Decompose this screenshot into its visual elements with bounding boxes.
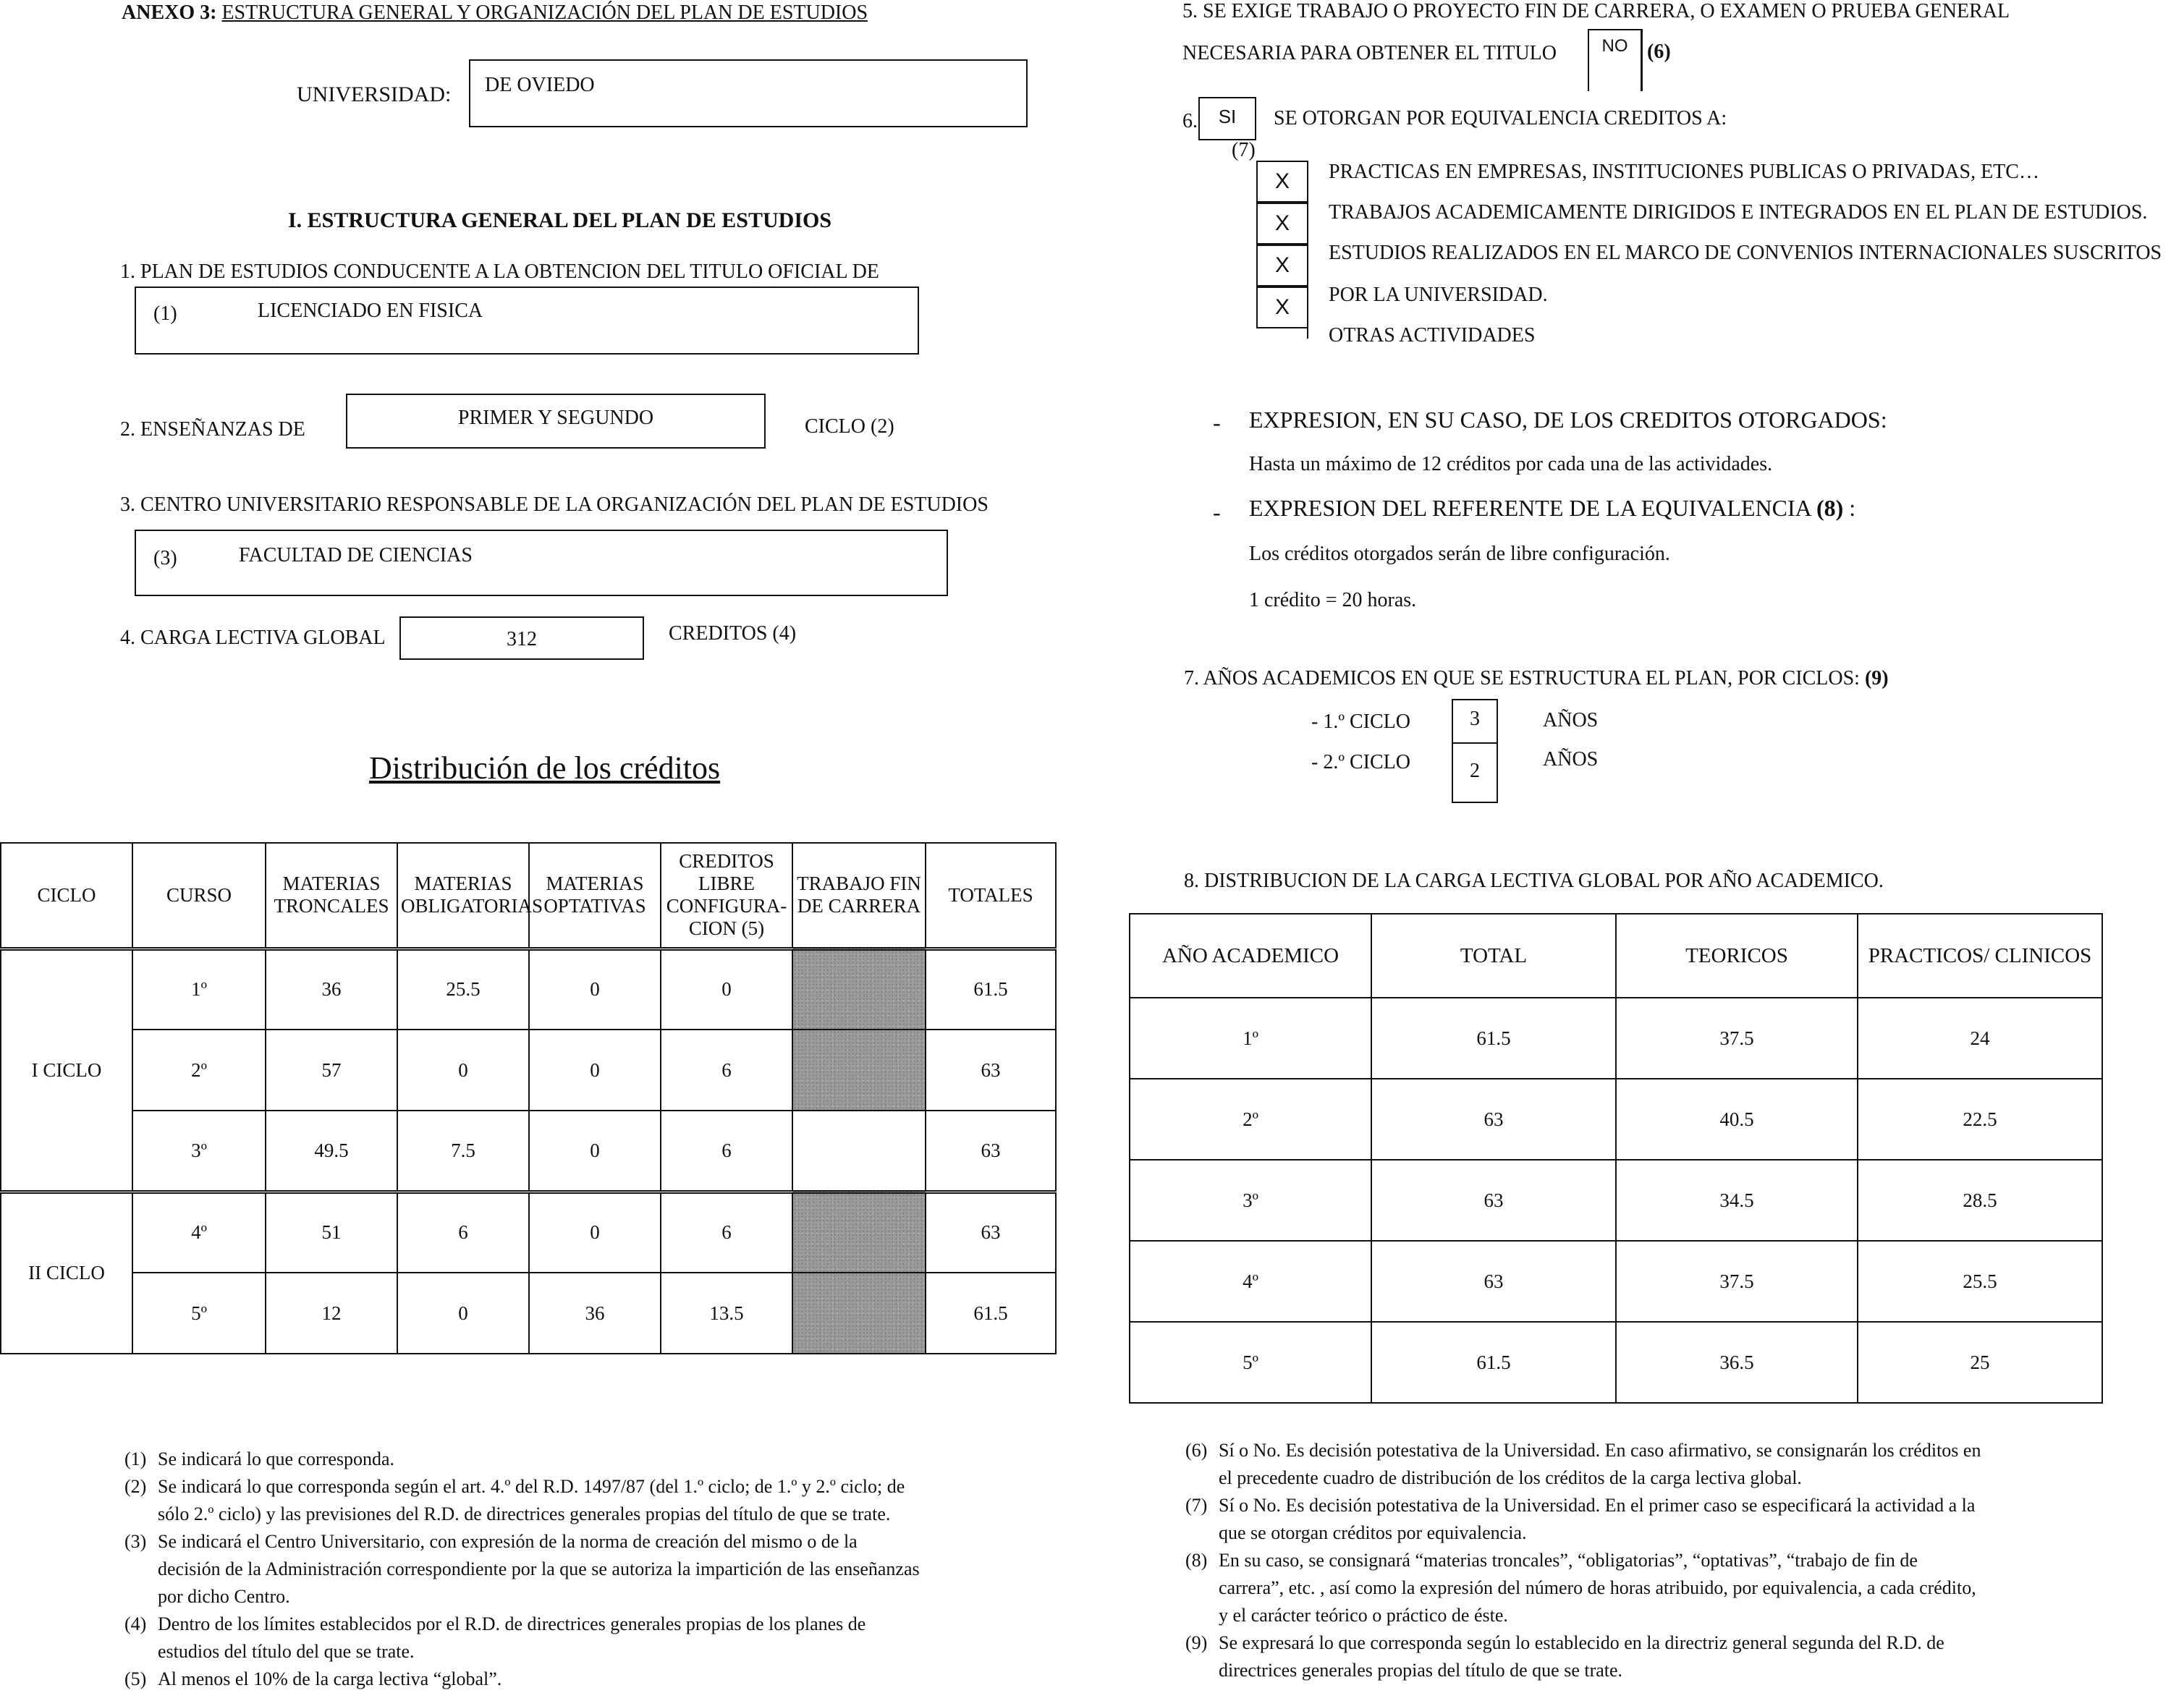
year-cell: 2º <box>1130 1079 1371 1160</box>
optativas-cell: 36 <box>529 1273 661 1354</box>
trabajo-fin-carrera-cell <box>792 1111 926 1192</box>
practicos-cell: 24 <box>1858 998 2102 1079</box>
footnote <box>124 1473 920 1501</box>
trabajo-fin-carrera-cell <box>792 949 926 1030</box>
q1-value: LICENCIADO EN FISICA <box>258 300 483 322</box>
footnote-text: Dentro de los límites establecidos por el R.D. de directrices generales propias de los planes de <box>158 1613 866 1634</box>
expr1-title: EXPRESION, EN SU CASO, DE LOS CREDITOS OTORGADOS: <box>1249 407 1887 433</box>
expr2-title: EXPRESION DEL REFERENTE DE LA EQUIVALENCIA <box>1249 495 1811 521</box>
practicos-cell: 25.5 <box>1858 1241 2102 1322</box>
header-total: TOTAL <box>1371 914 1616 998</box>
q6-answer-box <box>1198 97 1256 140</box>
header-trabajo-fin-carrera: TRABAJO FIN DE CARRERA <box>792 843 926 949</box>
totales-cell: 63 <box>926 1030 1056 1111</box>
footnote-text: Sí o No. Es decisión potestativa de la Universidad. En caso afirmativo, se consignarán los créditos en <box>1219 1440 1981 1461</box>
footnote-number: (1) <box>124 1448 147 1469</box>
q6-value: SI <box>1218 106 1237 127</box>
activity-5-label: OTRAS ACTIVIDADES <box>1329 324 1536 347</box>
obligatorias-cell: 0 <box>397 1030 529 1111</box>
libre-cell: 13.5 <box>661 1273 792 1354</box>
footnote-text: Sí o No. Es decisión potestativa de la Universidad. En el primer caso se especificará la actividad a la <box>1219 1495 1976 1516</box>
footnote <box>1185 1492 1981 1519</box>
footnote-continuation: por dicho Centro. <box>158 1586 290 1607</box>
credits-distribution-table <box>0 842 1057 1354</box>
table-row <box>1 1030 1056 1111</box>
ciclo-1-cell: I CICLO <box>1 949 132 1192</box>
q5-line2: NECESARIA PARA OBTENER EL TITULO <box>1182 42 1557 64</box>
header-curso: CURSO <box>132 843 266 949</box>
footnote <box>124 1611 920 1638</box>
q6-ref: (7) <box>1232 139 1256 161</box>
year-cell: 5º <box>1130 1322 1371 1403</box>
footnote <box>1185 1547 1981 1574</box>
optativas-cell: 0 <box>529 1192 661 1273</box>
expr2-colon: : <box>1849 495 1856 521</box>
header-optativas: MATERIAS OPTATIVAS <box>529 843 661 949</box>
footnote-number: (8) <box>1185 1550 1208 1571</box>
footnote-number: (7) <box>1185 1495 1208 1516</box>
activity-3-checkbox[interactable]: X <box>1256 245 1308 287</box>
q8-label: 8. DISTRIBUCION DE LA CARGA LECTIVA GLOBAL POR AÑO ACADEMICO. <box>1184 870 1884 892</box>
table-row <box>1130 1322 2102 1403</box>
activity-4-label: POR LA UNIVERSIDAD. <box>1329 284 1548 306</box>
footnote-continuation: el precedente cuadro de distribución de los créditos de la carga lectiva global. <box>1219 1467 1802 1488</box>
footnote-number: (4) <box>124 1613 147 1634</box>
footnote-continuation: carrera”, etc. , así como la expresión del número de horas atribuido, por equivalencia, a cada crédito, <box>1219 1577 1976 1598</box>
q4-suffix: CREDITOS (4) <box>669 622 797 645</box>
obligatorias-cell: 6 <box>397 1192 529 1273</box>
q2-label: 2. ENSEÑANZAS DE <box>120 418 305 441</box>
total-cell: 63 <box>1371 1160 1616 1241</box>
libre-cell: 6 <box>661 1192 792 1273</box>
ciclo2-label: - 2.º CICLO <box>1311 751 1411 773</box>
teoricos-cell: 36.5 <box>1616 1322 1858 1403</box>
footnote-number: (6) <box>1185 1440 1208 1461</box>
expr2-ref: (8) <box>1816 495 1844 521</box>
table-row <box>1 1192 1056 1273</box>
footnote-text: Se indicará lo que corresponda según el art. 4.º del R.D. 1497/87 (del 1.º ciclo; de 1.º y 2.º ciclo; de <box>158 1476 905 1497</box>
footnote <box>1185 1629 1981 1657</box>
troncales-cell: 49.5 <box>266 1111 397 1192</box>
activity-1-checkbox[interactable]: X <box>1256 161 1308 203</box>
footnote-text: Se indicará el Centro Universitario, con expresión de la norma de creación del mismo o de la <box>158 1531 858 1552</box>
activity-4-checkbox[interactable]: X <box>1256 287 1308 328</box>
footnote <box>1185 1437 1981 1464</box>
optativas-cell: 0 <box>529 949 661 1030</box>
ciclo2-years-value: 2 <box>1470 760 1480 782</box>
q1-field <box>135 287 919 355</box>
optativas-cell: 0 <box>529 1111 661 1192</box>
q2-field <box>346 394 766 449</box>
q5-ref: (6) <box>1647 41 1671 63</box>
curso-cell: 3º <box>132 1111 266 1192</box>
trabajo-fin-carrera-cell <box>792 1030 926 1111</box>
footnote-continuation: estudios del título del que se trate. <box>158 1641 415 1662</box>
header-practicos: PRACTICOS/ CLINICOS <box>1858 914 2102 998</box>
troncales-cell: 12 <box>266 1273 397 1354</box>
footnote-number: (9) <box>1185 1632 1208 1653</box>
q4-value: 312 <box>507 628 537 650</box>
libre-cell: 6 <box>661 1030 792 1111</box>
section-title: I. ESTRUCTURA GENERAL DEL PLAN DE ESTUDIOS <box>288 208 832 232</box>
q5-value: NO <box>1601 36 1628 56</box>
table-row <box>1 1273 1056 1354</box>
table-row <box>1130 1079 2102 1160</box>
table-row <box>1 949 1056 1030</box>
obligatorias-cell: 0 <box>397 1273 529 1354</box>
libre-cell: 6 <box>661 1111 792 1192</box>
footnote-text: En su caso, se consignará “materias troncales”, “obligatorias”, “optativas”, “trabajo de fin de <box>1219 1550 1918 1571</box>
q3-ref: (3) <box>153 547 177 569</box>
q3-field <box>135 530 948 596</box>
footnote <box>124 1666 920 1693</box>
header-ano-academico: AÑO ACADEMICO <box>1130 914 1371 998</box>
obligatorias-cell: 7.5 <box>397 1111 529 1192</box>
header-obligatorias: MATERIAS OBLIGATORIAS <box>397 843 529 949</box>
footnote-continuation: directrices generales propias del título de que se trate. <box>1219 1660 1623 1681</box>
obligatorias-cell: 25.5 <box>397 949 529 1030</box>
table-row <box>1130 998 2102 1079</box>
totales-cell: 61.5 <box>926 1273 1056 1354</box>
ciclo-2-cell: II CICLO <box>1 1192 132 1354</box>
ciclo2-years-word: AÑOS <box>1543 748 1599 771</box>
ciclo1-years-box <box>1452 699 1498 742</box>
header-teoricos: TEORICOS <box>1616 914 1858 998</box>
q2-suffix: CICLO (2) <box>805 415 894 438</box>
troncales-cell: 57 <box>266 1030 397 1111</box>
q7-ref: (9) <box>1864 667 1889 689</box>
table-row <box>1130 1241 2102 1322</box>
ciclo2-years-box <box>1452 742 1498 803</box>
practicos-cell: 22.5 <box>1858 1079 2102 1160</box>
optativas-cell: 0 <box>529 1030 661 1111</box>
footnote-continuation: y el carácter teórico o práctico de éste. <box>1219 1605 1508 1626</box>
teoricos-cell: 37.5 <box>1616 998 1858 1079</box>
trabajo-fin-carrera-cell <box>792 1192 926 1273</box>
header-totales: TOTALES <box>926 843 1056 949</box>
totales-cell: 61.5 <box>926 949 1056 1030</box>
year-cell: 1º <box>1130 998 1371 1079</box>
annex-title: ESTRUCTURA GENERAL Y ORGANIZACIÓN DEL PLAN DE ESTUDIOS <box>221 1 868 24</box>
troncales-cell: 51 <box>266 1192 397 1273</box>
ciclo1-years-word: AÑOS <box>1543 709 1599 731</box>
total-cell: 61.5 <box>1371 1322 1616 1403</box>
total-cell: 63 <box>1371 1079 1616 1160</box>
libre-cell: 0 <box>661 949 792 1030</box>
expr2-text1: Los créditos otorgados serán de libre configuración. <box>1249 543 1670 565</box>
expr2-dash: - <box>1213 499 1221 525</box>
q3-value: FACULTAD DE CIENCIAS <box>239 544 473 567</box>
practicos-cell: 25 <box>1858 1322 2102 1403</box>
university-field <box>469 59 1028 127</box>
header-libre-configuracion: CREDITOS LIBRE CONFIGURA-CION (5) <box>661 843 792 949</box>
q6-label: SE OTORGAN POR EQUIVALENCIA CREDITOS A: <box>1274 107 1727 130</box>
year-cell: 3º <box>1130 1160 1371 1241</box>
annex-heading <box>122 1 868 25</box>
q5-line1: 5. SE EXIGE TRABAJO O PROYECTO FIN DE CARRERA, O EXAMEN O PRUEBA GENERAL <box>1182 0 2010 22</box>
table-row <box>1 1111 1056 1192</box>
curso-cell: 5º <box>132 1273 266 1354</box>
ciclo1-years-value: 3 <box>1470 708 1480 730</box>
q4-label: 4. CARGA LECTIVA GLOBAL <box>120 627 386 649</box>
curso-cell: 2º <box>132 1030 266 1111</box>
q1-label: 1. PLAN DE ESTUDIOS CONDUCENTE A LA OBTENCION DEL TITULO OFICIAL DE <box>120 260 879 283</box>
footnote-number: (5) <box>124 1668 147 1689</box>
q1-ref: (1) <box>153 302 177 325</box>
expr2-title-line <box>1249 495 1855 522</box>
footnote-continuation: sólo 2.º ciclo) y las previsiones del R.D. de directrices generales propias del título de que se trate. <box>158 1503 891 1524</box>
footnote-text: Se indicará lo que corresponda. <box>158 1448 395 1469</box>
q7-label: 7. AÑOS ACADEMICOS EN QUE SE ESTRUCTURA EL PLAN, POR CICLOS: <box>1184 667 1860 689</box>
distribution-title: Distribución de los créditos <box>369 750 721 786</box>
university-label: UNIVERSIDAD: <box>297 82 452 106</box>
activity-3-label: ESTUDIOS REALIZADOS EN EL MARCO DE CONVENIOS INTERNACIONALES SUSCRITOS <box>1329 242 2162 264</box>
footnote-number: (3) <box>124 1531 147 1552</box>
footnote-number: (2) <box>124 1476 147 1497</box>
curso-cell: 1º <box>132 949 266 1030</box>
teoricos-cell: 34.5 <box>1616 1160 1858 1241</box>
totales-cell: 63 <box>926 1192 1056 1273</box>
footnote-continuation: que se otorgan créditos por equivalencia. <box>1219 1522 1527 1543</box>
header-ciclo: CICLO <box>1 843 132 949</box>
curso-cell: 4º <box>132 1192 266 1273</box>
annex-prefix: ANEXO 3: <box>122 1 217 24</box>
q4-field <box>399 616 644 660</box>
left-footnotes <box>124 1446 920 1693</box>
total-cell: 63 <box>1371 1241 1616 1322</box>
q7-label-line <box>1184 667 1889 690</box>
q3-label: 3. CENTRO UNIVERSITARIO RESPONSABLE DE LA ORGANIZACIÓN DEL PLAN DE ESTUDIOS <box>120 493 989 516</box>
right-footnotes <box>1185 1437 1981 1684</box>
table-row <box>1130 1160 2102 1241</box>
practicos-cell: 28.5 <box>1858 1160 2102 1241</box>
q6-number: 6. <box>1182 110 1198 132</box>
footnote <box>124 1446 920 1473</box>
footnote-text: Se expresará lo que corresponda según lo establecido en la directriz general segunda del R.D. de <box>1219 1632 1944 1653</box>
expr1-dash: - <box>1213 410 1221 436</box>
footnote <box>124 1528 920 1556</box>
footnote-continuation: decisión de la Administración correspondiente por la que se autoriza la impartición de las enseñanzas <box>158 1558 920 1579</box>
activity-2-checkbox[interactable]: X <box>1256 203 1308 245</box>
header-troncales: MATERIAS TRONCALES <box>266 843 397 949</box>
university-value: DE OVIEDO <box>485 74 595 96</box>
teoricos-cell: 40.5 <box>1616 1079 1858 1160</box>
total-cell: 61.5 <box>1371 998 1616 1079</box>
table-header-row <box>1130 914 2102 998</box>
activity-1-label: PRACTICAS EN EMPRESAS, INSTITUCIONES PUBLICAS O PRIVADAS, ETC… <box>1329 161 2039 183</box>
totales-cell: 63 <box>926 1111 1056 1192</box>
teoricos-cell: 37.5 <box>1616 1241 1858 1322</box>
academic-year-table <box>1129 913 2103 1404</box>
year-cell: 4º <box>1130 1241 1371 1322</box>
expr2-text2: 1 crédito = 20 horas. <box>1249 589 1417 611</box>
activity-2-label: TRABAJOS ACADEMICAMENTE DIRIGIDOS E INTEGRADOS EN EL PLAN DE ESTUDIOS. <box>1329 201 2148 224</box>
trabajo-fin-carrera-cell <box>792 1273 926 1354</box>
ciclo1-label: - 1.º CICLO <box>1311 710 1411 733</box>
expr1-text: Hasta un máximo de 12 créditos por cada una de las actividades. <box>1249 453 1773 475</box>
q5-answer-box <box>1588 29 1643 91</box>
q2-value: PRIMER Y SEGUNDO <box>457 407 654 429</box>
footnote-text: Al menos el 10% de la carga lectiva “global”. <box>158 1668 502 1689</box>
troncales-cell: 36 <box>266 949 397 1030</box>
table-header-row <box>1 843 1056 949</box>
checkbox-column-tail <box>1307 328 1308 339</box>
